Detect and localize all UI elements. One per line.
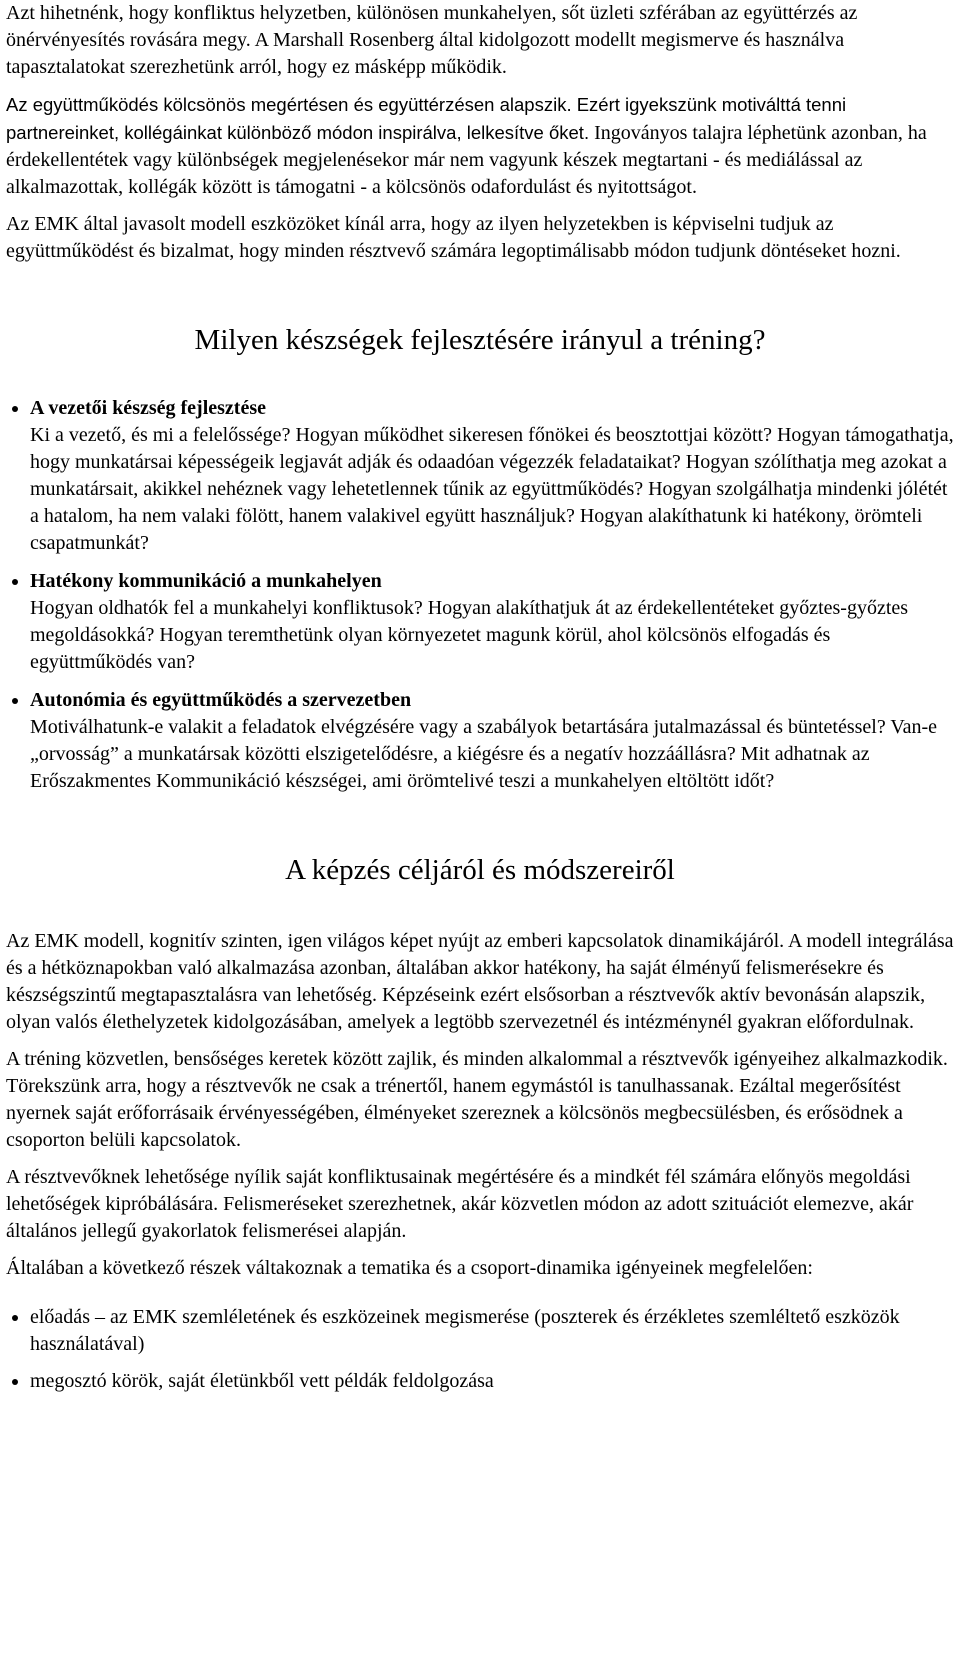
skills-item-title: • A vezetői készség fejlesztése xyxy=(30,397,266,419)
skills-item-title: • Hatékony kommunikáció a munkahelyen xyxy=(30,570,382,592)
methods-list-item: • megosztó körök, saját életünkből vett példák feldolgozása xyxy=(30,1368,954,1395)
goals-paragraph-2: A tréning közvetlen, bensőséges keretek között zajlik, és minden alkalommal a résztvevők igényeihez alkalmazkodik. Törekszünk arra, hogy a résztvevők ne csak a trénertől, hanem egymástól is tanulhassanak. Ezáltal megerősítést nyernek saját erőforrásaik érvényességében, élményeket szereznek a kölcsönös megbecsülésben, és erősödnek a csoporton belüli kapcsolatok. xyxy=(6,1048,948,1151)
skills-item-title: • Autonómia és együttműködés a szervezetben xyxy=(30,689,412,711)
intro-paragraph-1: Azt hihetnénk, hogy konfliktus helyzetben, különösen munkahelyen, sőt üzleti szférában az együttérzés az önérvényesítés rovására megy. A Marshall Rosenberg által kidolgozott modellt megismerve és használva tapasztalatokat szerezhetünk arról, hogy ez másképp működik. xyxy=(6,2,858,78)
skills-item-text: Hogyan oldhatók fel a munkahelyi konfliktusok? Hogyan alakíthatjuk át az érdekellentéteket győztes-győztes megoldásokká? Hogyan teremthetünk olyan környezetet magunk körül, ahol kölcsönös elfogadás és együttműködés van? xyxy=(30,597,909,673)
skills-list xyxy=(6,395,954,795)
skills-item-text: Motiválhatunk-e valakit a feladatok elvégzésére vagy a szabályok betartására jutalmazással és büntetéssel? Van-e „orvosság” a munkatársak közötti elszigetelődésre, a kiégésre és a negatív hozzáállásra? Mit adhatnak az Erőszakmentes Kommunikáció készségei, ami örömtelivé teszi a munkahelyen eltöltött időt? xyxy=(30,716,938,792)
intro-paragraph-2-serif-run: Ingoványos talajra léphetünk azonban, ha érdekellentétek vagy különbségek megjelenésekor már nem vagyunk készek megtartani - és mediálással az alkalmazottak, kollégák között is támogatni - a kölcsönös odafordulást és nyitottságot. xyxy=(6,122,927,198)
intro-paragraph-2-sans-run: Az együttműködés kölcsönös megértésen és együttérzésen alapszik. Ezért igyekszünk motiválttá tenni partnereinket, kollégáinkat különböző módon inspirálva, lelkesítve őket. xyxy=(6,94,847,143)
goals-paragraph-4: Általában a következő részek váltakoznak a tematika és a csoport-dinamika igényeinek megfelelően: xyxy=(6,1257,813,1279)
methods-list-item: • előadás – az EMK szemléletének és eszközeinek megismerése (poszterek és érzékletes szemléltető eszközök használatával) xyxy=(30,1304,954,1358)
skills-list-item xyxy=(30,568,954,676)
goals-heading: A képzés céljáról és módszereiről xyxy=(285,854,675,886)
goals-paragraph-1: Az EMK modell, kognitív szinten, igen világos képet nyújt az emberi kapcsolatok dinamikájáról. A modell integrálása és a hétköznapokban való alkalmazása azonban, általában akkor hatékony, ha saját élményű felismerésekre és készségszintű megtapasztalásra van lehetőség. Képzéseink ezért elsősorban a résztvevők aktív bevonásán alapszik, olyan valós élethelyzetek kidolgozásában, amelyek a legtöbb szervezetnél és intézménynél gyakran előfordulnak. xyxy=(6,930,954,1033)
skills-heading: Milyen készségek fejlesztésére irányul a tréning? xyxy=(194,324,766,356)
intro-paragraph-3: Az EMK által javasolt modell eszközöket kínál arra, hogy az ilyen helyzetekben is képviselni tudjuk az együttműködést és bizalmat, hogy minden résztvevő számára legoptimálisabb módon tudjunk döntéseket hozni. xyxy=(6,213,901,262)
intro-paragraph-2 xyxy=(6,91,954,201)
skills-item-text: Ki a vezető, és mi a felelőssége? Hogyan működhet sikeresen főnökei és beosztottjai között? Hogyan támogathatja, hogy munkatársai képességeik legjavát adják és odaadóan végezzék feladataikat? Hogyan szólíthatja meg azokat a munkatársait, akikkel nehéznek vagy lehetetlennek tűnik az együttműködés? Hogyan szolgálhatja mindenki jólétét a hatalom, ha nem valaki fölött, hanem valakivel együtt használjuk? Hogyan alakíthatunk ki hatékony, örömteli csapatmunkát? xyxy=(30,424,954,554)
goals-paragraph-3: A résztvevőknek lehetősége nyílik saját konfliktusainak megértésére és a mindkét fél számára előnyös megoldási lehetőségek kipróbálására. Felismeréseket szerezhetnek, akár közvetlen módon az adott szituációt elemezve, akár általános jellegű gyakorlatok felismerései alapján. xyxy=(6,1166,914,1242)
methods-list xyxy=(6,1304,954,1395)
skills-list-item xyxy=(30,687,954,795)
skills-list-item xyxy=(30,395,954,557)
